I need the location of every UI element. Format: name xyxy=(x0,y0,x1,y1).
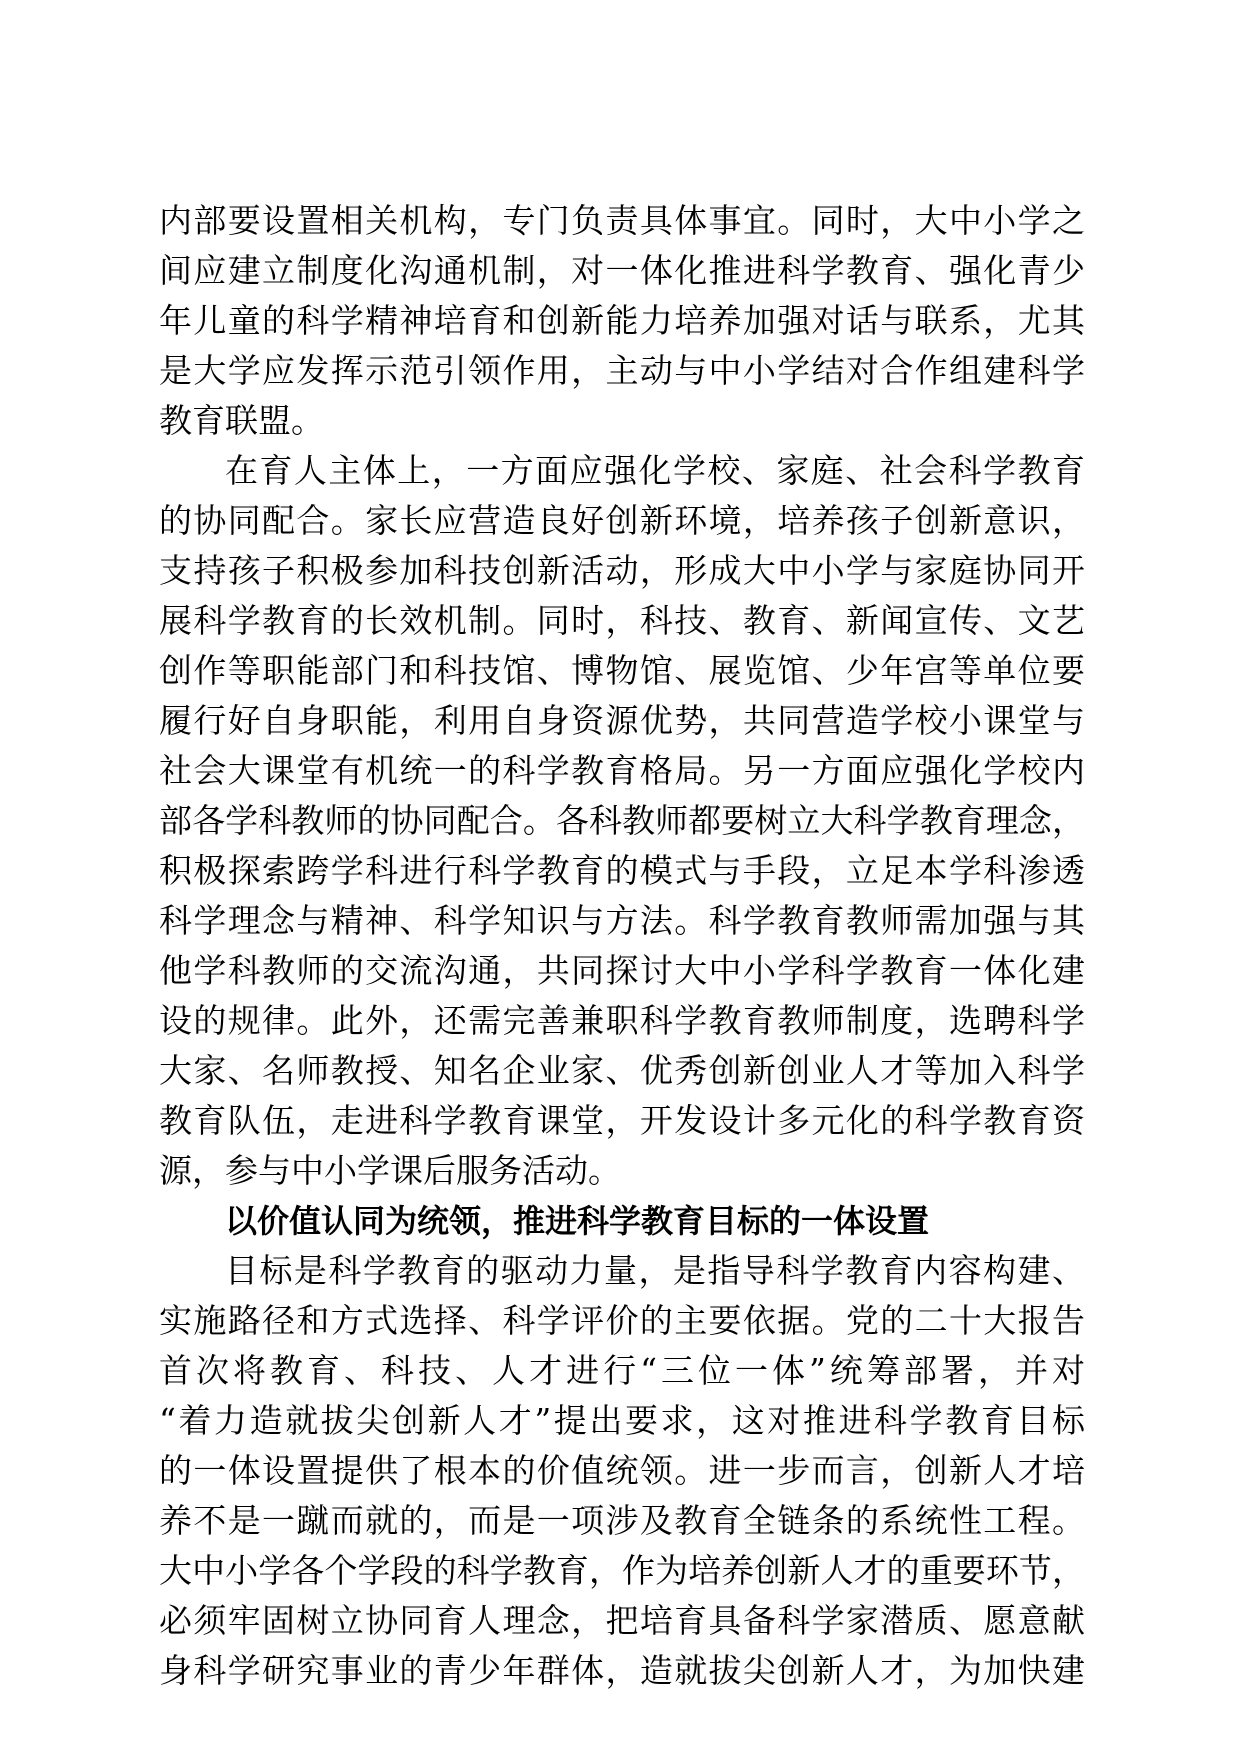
text-line: 的一体设置提供了根本的价值统领。进一步而言，创新人才培 xyxy=(159,1451,1085,1490)
text-line: 实施路径和方式选择、科学评价的主要依据。党的二十大报告 xyxy=(159,1301,1085,1340)
text-line: 他学科教师的交流沟通，共同探讨大中小学科学教育一体化建 xyxy=(159,951,1085,990)
text-line: 必须牢固树立协同育人理念，把培育具备科学家潜质、愿意献 xyxy=(159,1601,1085,1640)
text-line: 部各学科教师的协同配合。各科教师都要树立大科学教育理念， xyxy=(159,801,1085,840)
section-heading: 以价值认同为统领，推进科学教育目标的一体设置 xyxy=(225,1202,930,1240)
text-line: 源，参与中小学课后服务活动。 xyxy=(159,1151,621,1190)
paragraph xyxy=(159,196,1085,446)
text-line: 养不是一蹴而就的，而是一项涉及教育全链条的系统性工程。 xyxy=(159,1501,1085,1540)
text-line: 科学理念与精神、科学知识与方法。科学教育教师需加强与其 xyxy=(159,901,1085,940)
text-line: 是大学应发挥示范引领作用，主动与中小学结对合作组建科学 xyxy=(159,351,1085,390)
text-line: 间应建立制度化沟通机制，对一体化推进科学教育、强化青少 xyxy=(159,251,1085,290)
paragraph xyxy=(159,446,1085,1196)
text-line: “着力造就拔尖创新人才”提出要求，这对推进科学教育目标 xyxy=(159,1401,1085,1440)
document-page xyxy=(159,196,1085,1696)
text-line: 创作等职能部门和科技馆、博物馆、展览馆、少年宫等单位要 xyxy=(159,651,1085,690)
text-line: 支持孩子积极参加科技创新活动，形成大中小学与家庭协同开 xyxy=(159,551,1085,590)
text-line: 在育人主体上，一方面应强化学校、家庭、社会科学教育 xyxy=(225,451,1085,490)
paragraph xyxy=(159,1246,1085,1696)
text-line: 目标是科学教育的驱动力量，是指导科学教育内容构建、 xyxy=(225,1251,1085,1290)
text-line: 首次将教育、科技、人才进行“三位一体”统筹部署，并对 xyxy=(159,1351,1085,1390)
text-line: 社会大课堂有机统一的科学教育格局。另一方面应强化学校内 xyxy=(159,751,1085,790)
text-line: 内部要设置相关机构，专门负责具体事宜。同时，大中小学之 xyxy=(159,201,1085,240)
text-line: 大家、名师教授、知名企业家、优秀创新创业人才等加入科学 xyxy=(159,1051,1085,1090)
text-line: 设的规律。此外，还需完善兼职科学教育教师制度，选聘科学 xyxy=(159,1001,1085,1040)
text-line: 大中小学各个学段的科学教育，作为培养创新人才的重要环节， xyxy=(159,1551,1085,1590)
text-line: 积极探索跨学科进行科学教育的模式与手段，立足本学科渗透 xyxy=(159,851,1085,890)
text-line: 身科学研究事业的青少年群体，造就拔尖创新人才，为加快建 xyxy=(159,1651,1085,1690)
text-line: 履行好自身职能，利用自身资源优势，共同营造学校小课堂与 xyxy=(159,701,1085,740)
text-line: 教育队伍，走进科学教育课堂，开发设计多元化的科学教育资 xyxy=(159,1101,1085,1140)
text-line: 年儿童的科学精神培育和创新能力培养加强对话与联系，尤其 xyxy=(159,301,1085,340)
text-line: 展科学教育的长效机制。同时，科技、教育、新闻宣传、文艺 xyxy=(159,601,1085,640)
text-line: 教育联盟。 xyxy=(159,401,324,440)
text-line: 的协同配合。家长应营造良好创新环境，培养孩子创新意识， xyxy=(159,501,1085,540)
